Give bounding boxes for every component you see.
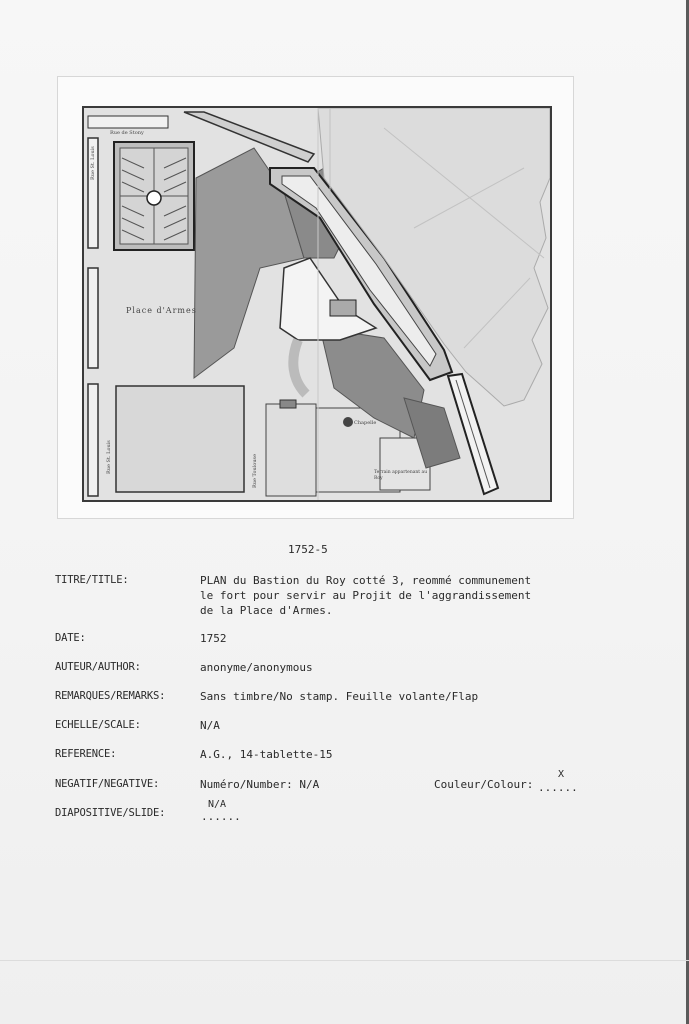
field-value-remarks: Sans timbre/No stamp. Feuille volante/Flap (200, 690, 479, 703)
map-label-rue-bottom: Rue Toulouse (252, 453, 258, 488)
map-label-chapel: Chapelle (354, 420, 377, 426)
field-label-scale: ECHELLE/SCALE: (55, 719, 141, 731)
historical-map-image (82, 106, 552, 502)
map-label-rue-left-2: Rue St. Louis (106, 440, 112, 474)
field-label-reference: REFERENCE: (55, 748, 117, 760)
field-value-colour: X (558, 769, 565, 780)
map-label-rue-top: Rue de Stony (110, 130, 144, 136)
field-label-date: DATE: (55, 632, 86, 644)
document-number: 1752-5 (288, 543, 328, 556)
field-value-date: 1752 (200, 632, 227, 645)
field-value-author: anonyme/anonymous (200, 661, 313, 674)
map-label-terrain: Terrain appartenant au Roy (374, 470, 428, 481)
field-value-scale: N/A (200, 719, 220, 732)
field-label-colour: Couleur/Colour: (434, 778, 534, 791)
field-label-negative: NEGATIF/NEGATIVE: (55, 778, 160, 790)
map-drawing (84, 108, 550, 500)
field-value-title: PLAN du Bastion du Roy cotté 3, reommé communement le fort pour servir au Projit de l'aggrandissement de la Place d'Armes. (200, 574, 532, 617)
field-label-remarks: REMARQUES/REMARKS: (55, 690, 166, 702)
field-value-reference: A.G., 14-tablette-15 (200, 748, 333, 761)
paper-fold-line (0, 960, 689, 961)
slide-dots: ...... (201, 810, 241, 823)
map-label-rue-left-1: Rue St. Louis (90, 146, 96, 180)
field-value-negative: Numéro/Number: N/A (200, 778, 320, 791)
colour-dots: ...... (538, 781, 578, 794)
field-label-slide: DIAPOSITIVE/SLIDE: (55, 807, 166, 819)
field-label-author: AUTEUR/AUTHOR: (55, 661, 141, 673)
field-value-slide: N/A (208, 799, 227, 810)
map-label-place-d-armes: Place d'Armes (126, 306, 197, 315)
field-label-title: TITRE/TITLE: (55, 574, 129, 586)
